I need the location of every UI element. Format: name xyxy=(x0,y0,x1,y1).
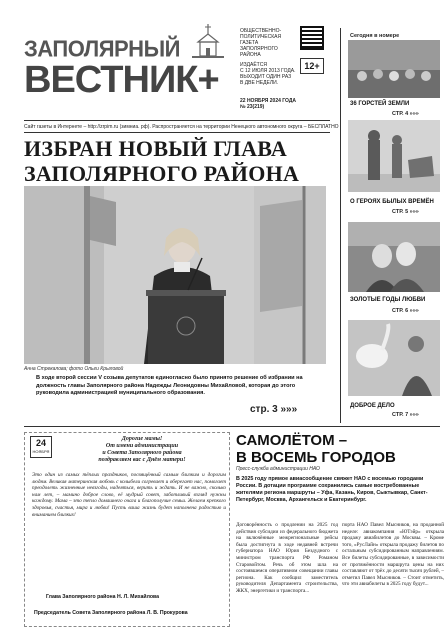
descriptor-line: РАЙОНА xyxy=(240,52,261,58)
headline-line: ЗАПОЛЯРНОГО РАЙОНА xyxy=(24,161,300,186)
descriptor-line: ГАЗЕТА xyxy=(240,40,259,46)
greeting-heading xyxy=(60,436,224,464)
greeting-heading-line: и Совета Заполярного района xyxy=(102,450,182,456)
pubinfo-line: ИЗДАЁТСЯ xyxy=(240,62,267,68)
date-badge xyxy=(30,436,52,458)
main-photo-illustration xyxy=(24,186,326,364)
date-month: НОЯБРЯ xyxy=(32,449,50,454)
signature-chair: Председатель Совета Заполярного района Л. В. Прокурова xyxy=(34,610,188,616)
sidebar-photo-2 xyxy=(348,120,440,192)
sidebar-photo-1 xyxy=(348,40,440,98)
headline-line: В ВОСЕМЬ ГОРОДОВ xyxy=(236,449,396,466)
greeting-body: Это один из самых тёплых праздников, посвящённый самым близким и дорогим людям. Великая материнская любовь с колыбели согревает и оберегает нас, помогает преодолеть жизненные невзгоды, надеяться, верить и ждать. И не важно, сколько нам лет, – мамино доброе слово, её мудрый совет, заботливый взгляд нужны каждому. Мама – это тепло домашнего очага и благополучие семьи. Желаем крепкого здоровья, счастья, мира и любви! Пусть ваша жизнь будет наполнена радостью и вниманием близких! xyxy=(32,472,226,518)
descriptor-line: ОБЩЕСТВЕННО- xyxy=(240,28,282,34)
greeting-heading-line: От имени администрации xyxy=(105,443,179,449)
qr-code-icon xyxy=(300,26,324,50)
church-logo-icon xyxy=(188,22,228,62)
signature-head: Глава Заполярного района Н. Л. Михайлова xyxy=(46,594,160,600)
headline-line: ИЗБРАН НОВЫЙ ГЛАВА xyxy=(24,136,288,161)
sidebar-item-title[interactable]: О ГЕРОЯХ БЫЛЫХ ВРЕМЁН xyxy=(350,199,434,205)
sidebar-item-page[interactable]: СТР. 7 »»» xyxy=(392,412,419,418)
sidebar-item-title[interactable]: ДОБРОЕ ДЕЛО xyxy=(350,403,395,409)
greeting-heading-line: Дорогие мамы! xyxy=(121,436,163,442)
sidebar-item-page[interactable]: СТР. 6 »»» xyxy=(392,308,419,314)
divider xyxy=(24,120,330,121)
sidebar-photo-4 xyxy=(348,320,440,396)
sidebar-divider xyxy=(340,28,341,423)
second-headline xyxy=(236,432,446,466)
divider xyxy=(24,132,330,133)
greeting-heading-line: поздравляем вас с Днём матери! xyxy=(98,457,186,463)
second-lead: В 2025 году прямое авиасообщение свяжет НАО с восемью городами России. В дотации программе сохранились самые востребованные жителями региона маршруты – Уфа, Казань, Киров, Сыктывкар, Санкт-Петербург, Москва, Архангельск и Екатеринбург. xyxy=(236,476,428,503)
sidebar-item-title[interactable]: 36 ГОРСТЕЙ ЗЕМЛИ xyxy=(350,101,410,107)
site-line: Сайт газеты в Интернете – http://zrpim.ru (зимниа. рф). Распространяется на территории Ненецкого автономного округа – БЕСПЛАТНО xyxy=(24,124,339,130)
main-page-ref[interactable]: стр. 3 »»» xyxy=(250,404,298,415)
sidebar-item-page[interactable]: СТР. 5 »»» xyxy=(392,209,419,215)
sidebar-photo-3 xyxy=(348,222,440,292)
headline-line: САМОЛЁТОМ – xyxy=(236,432,348,449)
pubinfo-line: С 12 ИЮЛЯ 2013 ГОДА. xyxy=(240,68,296,74)
masthead-title-line2: ВЕСТНИК+ xyxy=(24,59,219,101)
article-column-1: Договорённость о продлении на 2025 год действия субсидии из федерального бюджета на включённые межрегиональные рейсы была достигнута в ходе недавней встречи губернатора НАО Юрия Бездудного с министром транспорта РФ Романом Старовойтом. Речь об этом шла на состоявшемся оперативном совещании главы региона. Как сообщил заместитель руководителя Департамента строительства, ЖКХ, энергетики и транспорта... xyxy=(236,522,338,594)
age-rating-badge: 12+ xyxy=(300,58,324,74)
divider xyxy=(24,426,440,427)
descriptor-line: ЗАПОЛЯРНОГО xyxy=(240,46,278,52)
second-byline: Пресс-служба администрации НАО xyxy=(236,466,320,472)
masthead-title-line1: ЗАПОЛЯРНЫЙ xyxy=(24,35,180,62)
main-lead: В ходе второй сессии V созыва депутатов единогласно было принято решение об избрании на должность главы Заполярного района Надежды Леонидовны Михайловой, которая до этого руководила администрацией муниципального образования. xyxy=(36,375,303,396)
photo-caption: Анна Стрекалова; фото Ольги Крыловой xyxy=(24,366,124,372)
sidebar-heading: Сегодня в номере xyxy=(350,33,400,39)
article-column-2: порта НАО Павел Мысников, на проданной неделе: авиакомпания «ЮТэйр» открыла продажу авиабилетов до Москвы. – Кроме того, «РусЛайн» открыла продажу билетов по остальным субсидированным направлениям. Все билеты субсидированные, в зависимости от протяжённости маршрута цены на них составляют от трёх до десяти тысяч рублей, – отметил Павел Мысников. – Стоит отметить, что эти авиабилеты в 2025 году будут... xyxy=(342,522,444,588)
descriptor-line: ПОЛИТИЧЕСКАЯ xyxy=(240,34,282,40)
sidebar-item-title[interactable]: ЗОЛОТЫЕ ГОДЫ ЛЮБВИ xyxy=(350,297,426,303)
masthead-descriptor xyxy=(240,28,300,58)
pubinfo-line: В ДВЕ НЕДЕЛИ. xyxy=(240,80,279,86)
pubinfo-line: ВЫХОДИТ ОДИН РАЗ xyxy=(240,74,292,80)
sidebar-item-page[interactable]: СТР. 4 »»» xyxy=(392,111,419,117)
main-headline xyxy=(24,136,324,186)
issue-number: № 23(219) xyxy=(240,104,265,110)
issue-date: 22 НОЯБРЯ 2024 ГОДА xyxy=(240,98,297,104)
main-photo xyxy=(24,186,326,364)
date-day: 24 xyxy=(35,438,46,448)
publication-info xyxy=(240,62,300,86)
